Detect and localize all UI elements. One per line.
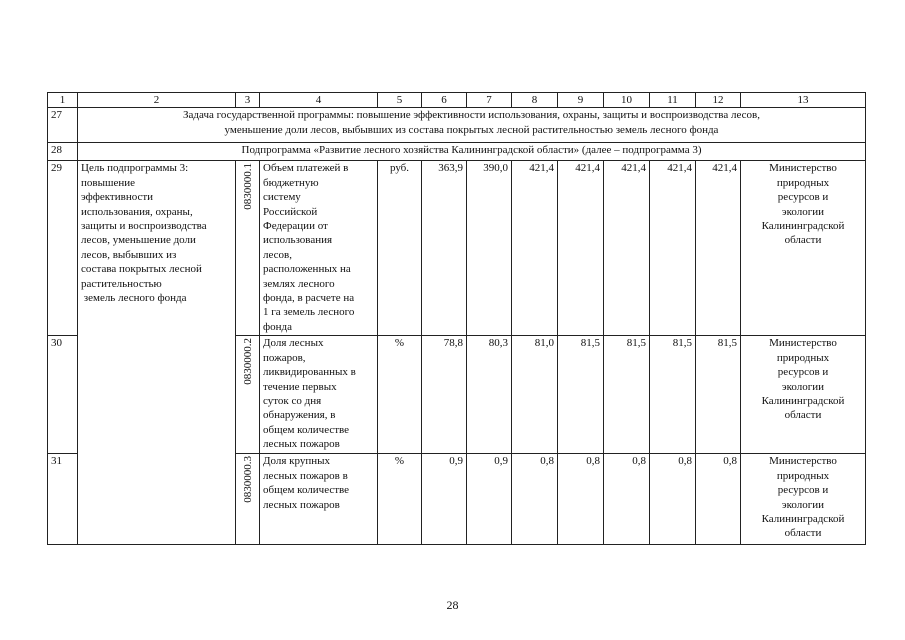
row-number: 30 bbox=[48, 336, 78, 454]
indicator-line: использования bbox=[263, 234, 333, 247]
executor-line: Министерство bbox=[769, 162, 837, 175]
executor-line: области bbox=[784, 409, 822, 422]
executor-line: природных bbox=[776, 176, 830, 189]
indicator-line: лесных пожаров bbox=[263, 498, 340, 511]
row-number: 29 bbox=[48, 161, 78, 336]
goal-line: лесов, уменьшение доли bbox=[81, 234, 196, 247]
indicator-code bbox=[236, 336, 260, 454]
indicator-line: систему bbox=[263, 191, 301, 204]
header-cell: 9 bbox=[558, 93, 604, 108]
value-cell: 0,8 bbox=[512, 454, 558, 545]
task-text-line: уменьшение доли лесов, выбывших из состава покрытых лесной растительностью земель лесного фонда bbox=[224, 123, 719, 136]
goal-line: Цель подпрограммы 3: bbox=[81, 162, 189, 175]
subprogram-title: Подпрограмма «Развитие лесного хозяйства Калининградской области» (далее – подпрограмма 3) bbox=[78, 143, 866, 161]
value-cell: 421,4 bbox=[604, 161, 650, 336]
indicator-line: Федерации от bbox=[263, 220, 328, 233]
indicator-line: лесных пожаров в bbox=[263, 469, 348, 482]
executor-line: области bbox=[784, 234, 822, 247]
executor-line: Калининградской bbox=[761, 220, 845, 233]
task-text bbox=[78, 108, 866, 143]
executor-line: природных bbox=[776, 351, 830, 364]
value-cell: 0,8 bbox=[650, 454, 696, 545]
indicator-code-text: 0830000.3 bbox=[241, 456, 254, 504]
value-cell: 80,3 bbox=[467, 336, 512, 454]
row-number: 31 bbox=[48, 454, 78, 545]
header-cell: 13 bbox=[741, 93, 866, 108]
executor-line: Министерство bbox=[769, 337, 837, 350]
value-cell: 363,9 bbox=[422, 161, 467, 336]
subprogram-goal bbox=[78, 161, 236, 545]
goal-line: растительностью bbox=[81, 277, 162, 290]
executor-line: Калининградской bbox=[761, 395, 845, 408]
indicator-line: фонда, в расчете на bbox=[263, 292, 355, 305]
goal-line: использования, охраны, bbox=[81, 205, 193, 218]
page-number: 28 bbox=[446, 598, 459, 612]
executor bbox=[741, 161, 866, 336]
unit: руб. bbox=[378, 161, 422, 336]
goal-line: земель лесного фонда bbox=[81, 292, 187, 305]
unit: % bbox=[378, 454, 422, 545]
subprogram-row bbox=[48, 143, 866, 161]
executor-line: экологии bbox=[781, 380, 825, 393]
header-cell: 12 bbox=[696, 93, 741, 108]
indicator-code bbox=[236, 454, 260, 545]
column-number-row bbox=[48, 93, 866, 108]
header-cell: 6 bbox=[422, 93, 467, 108]
value-cell: 81,5 bbox=[696, 336, 741, 454]
goal-line: эффективности bbox=[81, 191, 154, 204]
header-cell: 8 bbox=[512, 93, 558, 108]
indicator-line: общем количестве bbox=[263, 423, 350, 436]
indicator-line: фонда bbox=[263, 320, 292, 333]
indicator-line: расположенных на bbox=[263, 263, 351, 276]
goal-line: защиты и воспроизводства bbox=[81, 220, 207, 233]
indicator-line: ликвидированных в bbox=[263, 366, 356, 379]
value-cell: 78,8 bbox=[422, 336, 467, 454]
value-cell: 0,9 bbox=[422, 454, 467, 545]
row-number: 27 bbox=[48, 108, 78, 143]
executor-line: ресурсов и bbox=[777, 191, 829, 204]
header-cell: 3 bbox=[236, 93, 260, 108]
task-row bbox=[48, 108, 866, 143]
value-cell: 421,4 bbox=[650, 161, 696, 336]
executor-line: Калининградской bbox=[761, 513, 845, 526]
value-cell: 81,5 bbox=[558, 336, 604, 454]
goal-line: состава покрытых лесной bbox=[81, 263, 202, 276]
indicator-line: лесных пожаров bbox=[263, 438, 340, 451]
indicator-line: землях лесного bbox=[263, 277, 335, 290]
indicator-name bbox=[260, 161, 378, 336]
value-cell: 0,8 bbox=[696, 454, 741, 545]
executor-line: ресурсов и bbox=[777, 366, 829, 379]
value-cell: 81,5 bbox=[650, 336, 696, 454]
task-text-line: Задача государственной программы: повышение эффективности использования, охраны, защиты и воспроизводства лесов, bbox=[183, 109, 760, 122]
indicator-name bbox=[260, 454, 378, 545]
indicator-code-text: 0830000.2 bbox=[241, 338, 254, 386]
indicator-line: лесов, bbox=[263, 248, 292, 261]
value-cell: 390,0 bbox=[467, 161, 512, 336]
indicator-code-text: 0830000.1 bbox=[241, 163, 254, 211]
table-row bbox=[48, 161, 866, 336]
value-cell: 81,5 bbox=[604, 336, 650, 454]
header-cell: 5 bbox=[378, 93, 422, 108]
executor-line: экологии bbox=[781, 205, 825, 218]
row-number: 28 bbox=[48, 143, 78, 161]
indicator-line: пожаров, bbox=[263, 351, 306, 364]
indicator-line: Доля лесных bbox=[263, 337, 324, 350]
executor-line: экологии bbox=[781, 498, 825, 511]
executor bbox=[741, 454, 866, 545]
goal-line: лесов, выбывших из bbox=[81, 248, 177, 261]
value-cell: 0,8 bbox=[604, 454, 650, 545]
header-cell: 1 bbox=[48, 93, 78, 108]
executor bbox=[741, 336, 866, 454]
header-cell: 10 bbox=[604, 93, 650, 108]
goal-line: повышение bbox=[81, 176, 135, 189]
indicator-line: течение первых bbox=[263, 380, 337, 393]
indicator-code bbox=[236, 161, 260, 336]
value-cell: 81,0 bbox=[512, 336, 558, 454]
executor-line: Министерство bbox=[769, 455, 837, 468]
indicator-line: обнаружения, в bbox=[263, 409, 336, 422]
executor-line: природных bbox=[776, 469, 830, 482]
indicator-line: Объем платежей в bbox=[263, 162, 349, 175]
indicator-line: бюджетную bbox=[263, 176, 319, 189]
value-cell: 421,4 bbox=[696, 161, 741, 336]
indicator-line: суток со дня bbox=[263, 395, 322, 408]
indicator-name bbox=[260, 336, 378, 454]
unit: % bbox=[378, 336, 422, 454]
indicator-line: 1 га земель лесного bbox=[263, 306, 355, 319]
executor-line: ресурсов и bbox=[777, 484, 829, 497]
value-cell: 421,4 bbox=[512, 161, 558, 336]
indicators-table bbox=[47, 92, 866, 545]
executor-line: области bbox=[784, 527, 822, 540]
value-cell: 0,8 bbox=[558, 454, 604, 545]
header-cell: 7 bbox=[467, 93, 512, 108]
header-cell: 4 bbox=[260, 93, 378, 108]
indicator-line: общем количестве bbox=[263, 484, 350, 497]
header-cell: 11 bbox=[650, 93, 696, 108]
value-cell: 0,9 bbox=[467, 454, 512, 545]
header-cell: 2 bbox=[78, 93, 236, 108]
indicator-line: Доля крупных bbox=[263, 455, 331, 468]
indicator-line: Российской bbox=[263, 205, 318, 218]
value-cell: 421,4 bbox=[558, 161, 604, 336]
